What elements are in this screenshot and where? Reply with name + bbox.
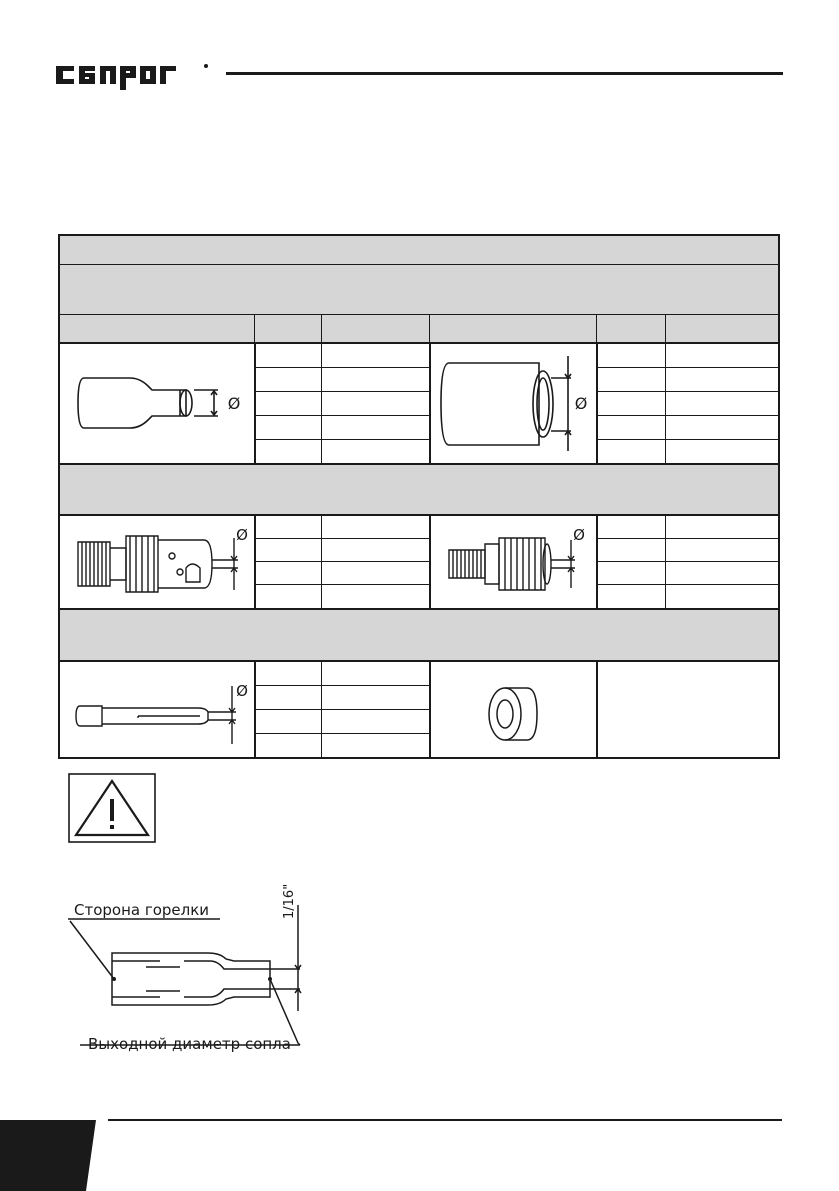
diameter-symbol: Ø [227, 394, 241, 413]
nozzle-outlet-label: Выходной диаметр сопла [88, 1035, 291, 1053]
wide-nozzle-image [435, 348, 590, 458]
nozzle-section-drawing [60, 895, 310, 1055]
dimension-label: 1/16" [282, 883, 297, 919]
nozzle-section-diagram [60, 883, 310, 1055]
brand-logo [52, 52, 222, 92]
section-header-band [60, 265, 778, 314]
section-header-band [60, 465, 778, 515]
spec-table [58, 234, 780, 759]
collet-image [68, 666, 248, 752]
column-header-band [60, 315, 778, 343]
table-title-band [60, 236, 778, 264]
short-nozzle-image [68, 348, 248, 458]
warning-triangle-icon [68, 773, 156, 843]
section-header-band [60, 609, 778, 660]
svg-text:Ø: Ø [574, 394, 588, 413]
page-tab [0, 1120, 96, 1191]
svg-text:Ø: Ø [236, 526, 248, 544]
svg-text:Ø: Ø [573, 526, 585, 544]
gas-lens-body-image [435, 520, 590, 606]
collet-body-image [68, 520, 248, 606]
torch-side-label: Сторона горелки [74, 901, 210, 919]
header-rule [226, 72, 783, 75]
insulator-ring-image [435, 666, 590, 752]
footer-rule [108, 1119, 782, 1121]
svg-text:Ø: Ø [236, 682, 248, 700]
